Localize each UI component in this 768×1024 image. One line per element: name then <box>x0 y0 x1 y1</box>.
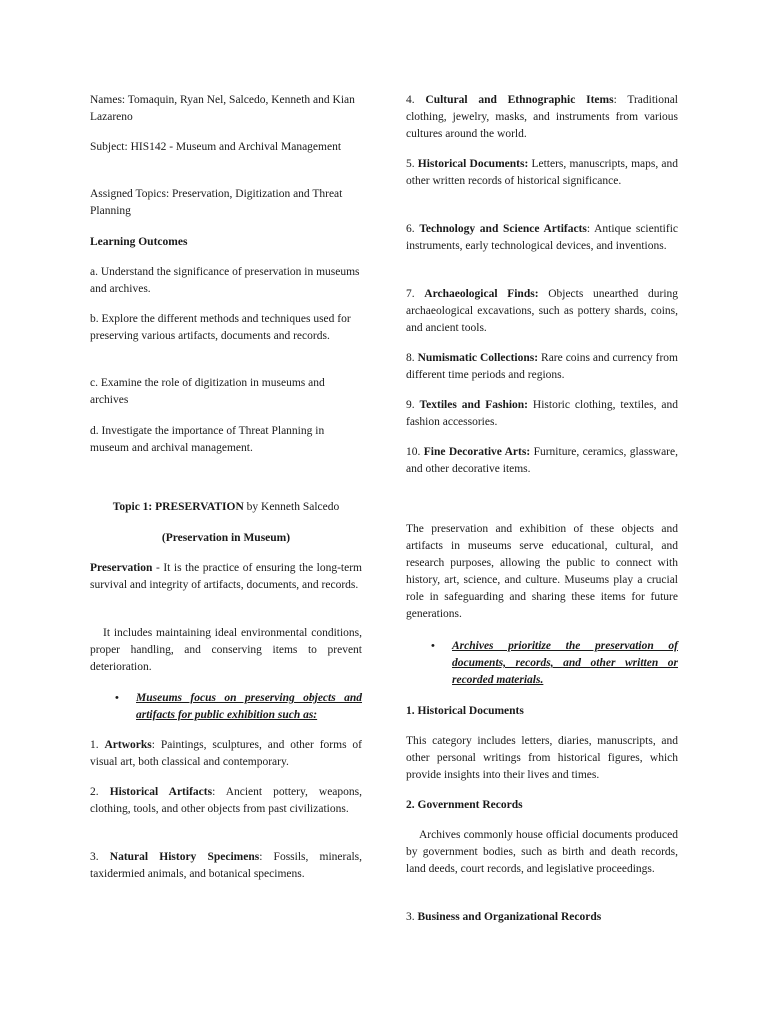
heading-num: 3. <box>406 911 418 923</box>
item-historical-documents <box>406 156 678 190</box>
item-desc: Rare coins and currency from different time periods and regions. <box>406 352 678 381</box>
preservation-term: Preservation <box>90 562 153 574</box>
item-desc: : Fossils, minerals, taxidermied animals, and botanical specimens. <box>90 851 362 880</box>
item-num: 2. <box>90 786 110 798</box>
item-term: Fine Decorative Arts: <box>423 446 531 458</box>
item-desc: Furniture, ceramics, glassware, and other decorative items. <box>406 446 678 475</box>
item-term: Numismatic Collections: <box>417 352 539 364</box>
item-cultural <box>406 92 678 143</box>
archives-bullet <box>406 638 678 689</box>
government-records-heading: 2. Government Records <box>406 799 523 811</box>
assigned-topics-line: Assigned Topics: Preservation, Digitization and Threat Planning <box>90 188 343 217</box>
item-desc: : Paintings, sculptures, and other forms of visual art, both classical and contemporary. <box>90 739 363 768</box>
item-num: 8. <box>406 352 418 364</box>
item-num: 3. <box>90 851 110 863</box>
item-historical-artifacts <box>90 784 362 818</box>
item-num: 9. <box>406 399 420 411</box>
historical-documents-heading: 1. Historical Documents <box>406 705 524 717</box>
museums-bullet-text: Museums focus on preserving objects and artifacts for public exhibition such as: <box>136 692 362 721</box>
item-decorative-arts <box>406 444 678 478</box>
outcome-c: c. Examine the role of digitization in museums and archives <box>90 377 325 406</box>
item-artworks <box>90 737 362 771</box>
topic1-heading <box>90 499 362 516</box>
museums-bullet <box>90 690 362 724</box>
outcome-d: d. Investigate the importance of Threat Planning in museum and archival management. <box>90 425 325 454</box>
government-records-text: Archives commonly house official documents produced by government bodies, such as birth and death records, land deeds, court records, and legislative proceedings. <box>406 829 678 875</box>
item-num: 1. <box>90 739 105 751</box>
outcome-b: b. Explore the different methods and techniques used for preserving various artifacts, documents and records. <box>90 313 351 342</box>
item-term: Historical Documents: <box>417 158 529 170</box>
item-desc: : Ancient pottery, weapons, clothing, tools, and other objects from past civilizations. <box>90 786 363 815</box>
item-num: 4. <box>406 94 426 106</box>
item-num: 7. <box>406 288 425 300</box>
item-term: Archaeological Finds: <box>424 288 539 300</box>
item-term: Cultural and Ethnographic Items <box>425 94 614 106</box>
bullet-dot-icon: • <box>115 692 119 704</box>
item-term: Textiles and Fashion: <box>419 399 529 411</box>
item-num: 10. <box>406 446 424 458</box>
item-num: 6. <box>406 223 420 235</box>
archives-bullet-text: Archives prioritize the preservation of documents, records, and other written or recorded materials. <box>452 640 678 686</box>
bullet-dot-icon: • <box>431 640 435 652</box>
item-num: 5. <box>406 158 418 170</box>
item-natural-history <box>90 849 362 883</box>
item-term: Historical Artifacts <box>109 786 213 798</box>
outcome-a: a. Understand the significance of preservation in museums and archives. <box>90 266 360 295</box>
includes-paragraph: It includes maintaining ideal environmental conditions, proper handling, and conserving items to prevent deterioration. <box>90 627 362 673</box>
heading-title: Business and Organizational Records <box>417 911 602 923</box>
names-line: Names: Tomaquin, Ryan Nel, Salcedo, Kenneth and Kian Lazareno <box>90 94 355 123</box>
item-textiles <box>406 397 678 431</box>
item-archaeological <box>406 286 678 337</box>
learning-outcomes-heading: Learning Outcomes <box>90 236 188 248</box>
topic1-prefix: Topic 1: <box>112 501 156 513</box>
topic1-title: PRESERVATION <box>155 501 244 513</box>
item-term: Natural History Specimens <box>109 851 260 863</box>
item-technology <box>406 221 678 255</box>
item-term: Artworks <box>104 739 152 751</box>
item-desc: : Antique scientific instruments, early technological devices, and inventions. <box>406 223 679 252</box>
business-records-heading <box>406 909 678 926</box>
sub-heading: (Preservation in Museum) <box>161 532 291 544</box>
item-desc: Historic clothing, textiles, and fashion accessories. <box>406 399 678 428</box>
item-desc: Objects unearthed during archaeological excavations, such as pottery shards, coins, and ancient tools. <box>406 288 679 334</box>
subject-line: Subject: HIS142 - Museum and Archival Management <box>90 141 342 153</box>
item-term: Technology and Science Artifacts <box>419 223 587 235</box>
exhibition-paragraph: The preservation and exhibition of these objects and artifacts in museums serve educational, cultural, and research purposes, allowing the public to connect with history, art, science, and culture. Museums play a crucial role in safeguarding and sharing these items for future generations. <box>406 523 678 620</box>
preservation-definition <box>90 560 362 594</box>
topic1-author: by Kenneth Salcedo <box>243 501 340 513</box>
item-desc: : Traditional clothing, jewelry, masks, and instruments from various cultures around the world. <box>406 94 679 140</box>
preservation-def: - It is the practice of ensuring the long-term survival and integrity of artifacts, documents, and records. <box>90 562 362 591</box>
item-desc: Letters, manuscripts, maps, and other written records of historical significance. <box>406 158 678 187</box>
item-numismatic <box>406 350 678 384</box>
historical-documents-text: This category includes letters, diaries, manuscripts, and other personal writings from historical figures, which provide insights into their lives and times. <box>406 735 678 781</box>
